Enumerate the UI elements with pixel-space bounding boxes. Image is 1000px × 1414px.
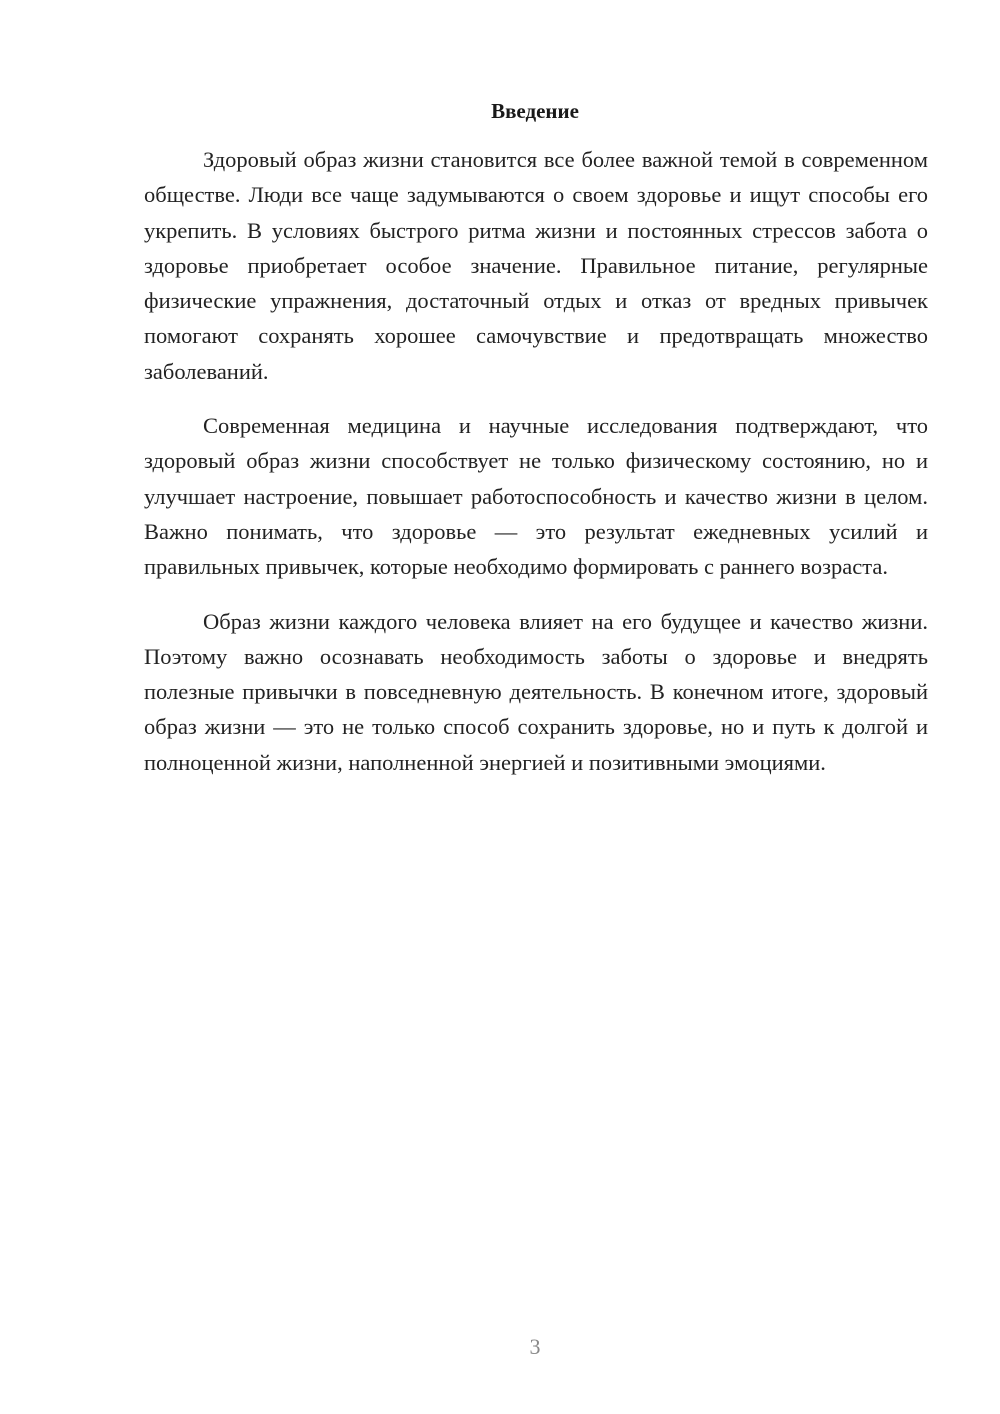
document-body	[144, 142, 928, 799]
page-title: Введение	[491, 99, 579, 123]
paragraph-2: Современная медицина и научные исследования подтверждают, что здоровый образ жизни способствует не только физическому состоянию, но и улучшает настроение, повышает работоспособность и качество жизни в целом. Важно понимать, что здоровье — это результат ежедневных усилий и правильных привычек, которые необходимо формировать с раннего возраста.	[144, 413, 928, 580]
paragraph-1: Здоровый образ жизни становится все более важной темой в современном обществе. Люди все чаще задумываются о своем здоровье и ищут способы его укрепить. В условиях быстрого ритма жизни и постоянных стрессов забота о здоровье приобретает особое значение. Правильное питание, регулярные физические упражнения, достаточный отдых и отказ от вредных привычек помогают сохранять хорошее самочувствие и предотвращать множество заболеваний.	[144, 147, 928, 384]
page-number: 3	[529, 1334, 541, 1359]
paragraph-3: Образ жизни каждого человека влияет на его будущее и качество жизни. Поэтому важно осознавать необходимость заботы о здоровье и внедрять полезные привычки в повседневную деятельность. В конечном итоге, здоровый образ жизни — это не только способ сохранить здоровье, но и путь к долгой и полноценной жизни, наполненной энергией и позитивными эмоциями.	[144, 608, 928, 775]
